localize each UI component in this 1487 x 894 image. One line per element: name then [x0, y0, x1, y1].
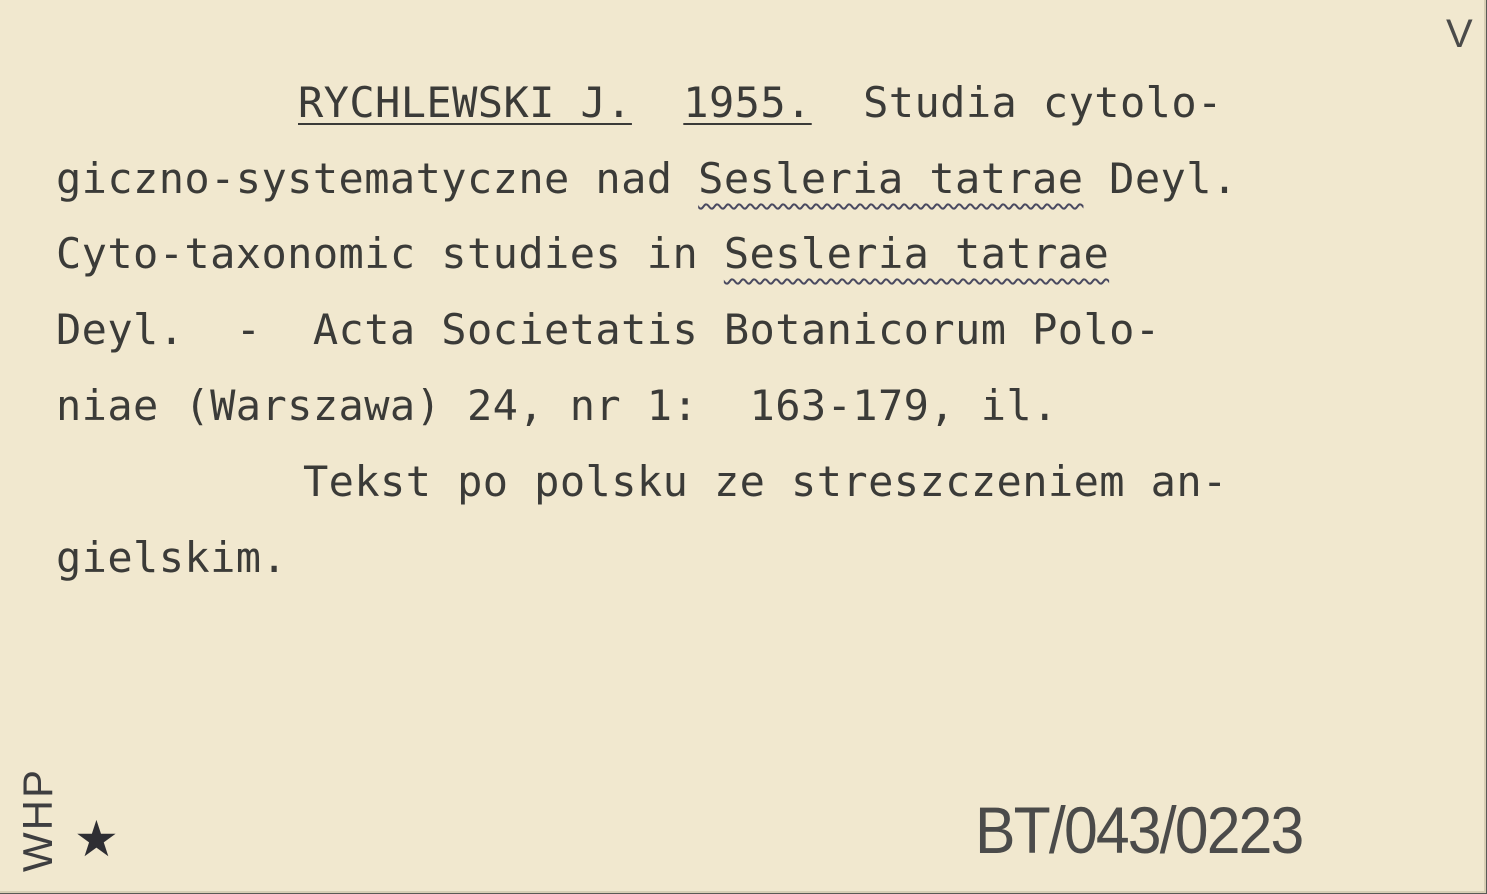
star-icon: ★	[74, 810, 119, 868]
call-number: BT/043/0223	[975, 793, 1303, 867]
english-title: Cyto-taxonomic studies in	[56, 229, 724, 278]
author: RYCHLEWSKI J.	[298, 78, 632, 127]
line-7: gielskim.	[56, 533, 288, 582]
taxon-name-en: Sesleria tatrae	[723, 229, 1110, 278]
title-start: Studia cytolo-	[863, 78, 1223, 127]
line-5: niae (Warszawa) 24, nr 1: 163-179, il.	[56, 381, 1058, 430]
taxon-name: Sesleria tatrae	[698, 154, 1084, 203]
title-cont: giczno-systematyczne nad	[56, 154, 699, 203]
taxon-author: Deyl.	[1083, 154, 1238, 203]
side-mark: WHP	[14, 768, 61, 872]
line-3	[56, 229, 1110, 278]
line-2	[56, 154, 1238, 203]
line-6: Tekst po polsku ze streszczeniem an-	[303, 457, 1228, 506]
year: 1955.	[683, 78, 812, 127]
check-mark: V	[1446, 12, 1473, 56]
line-1	[298, 78, 1223, 127]
line-4: Deyl. - Acta Societatis Botanicorum Polo-	[56, 305, 1161, 354]
